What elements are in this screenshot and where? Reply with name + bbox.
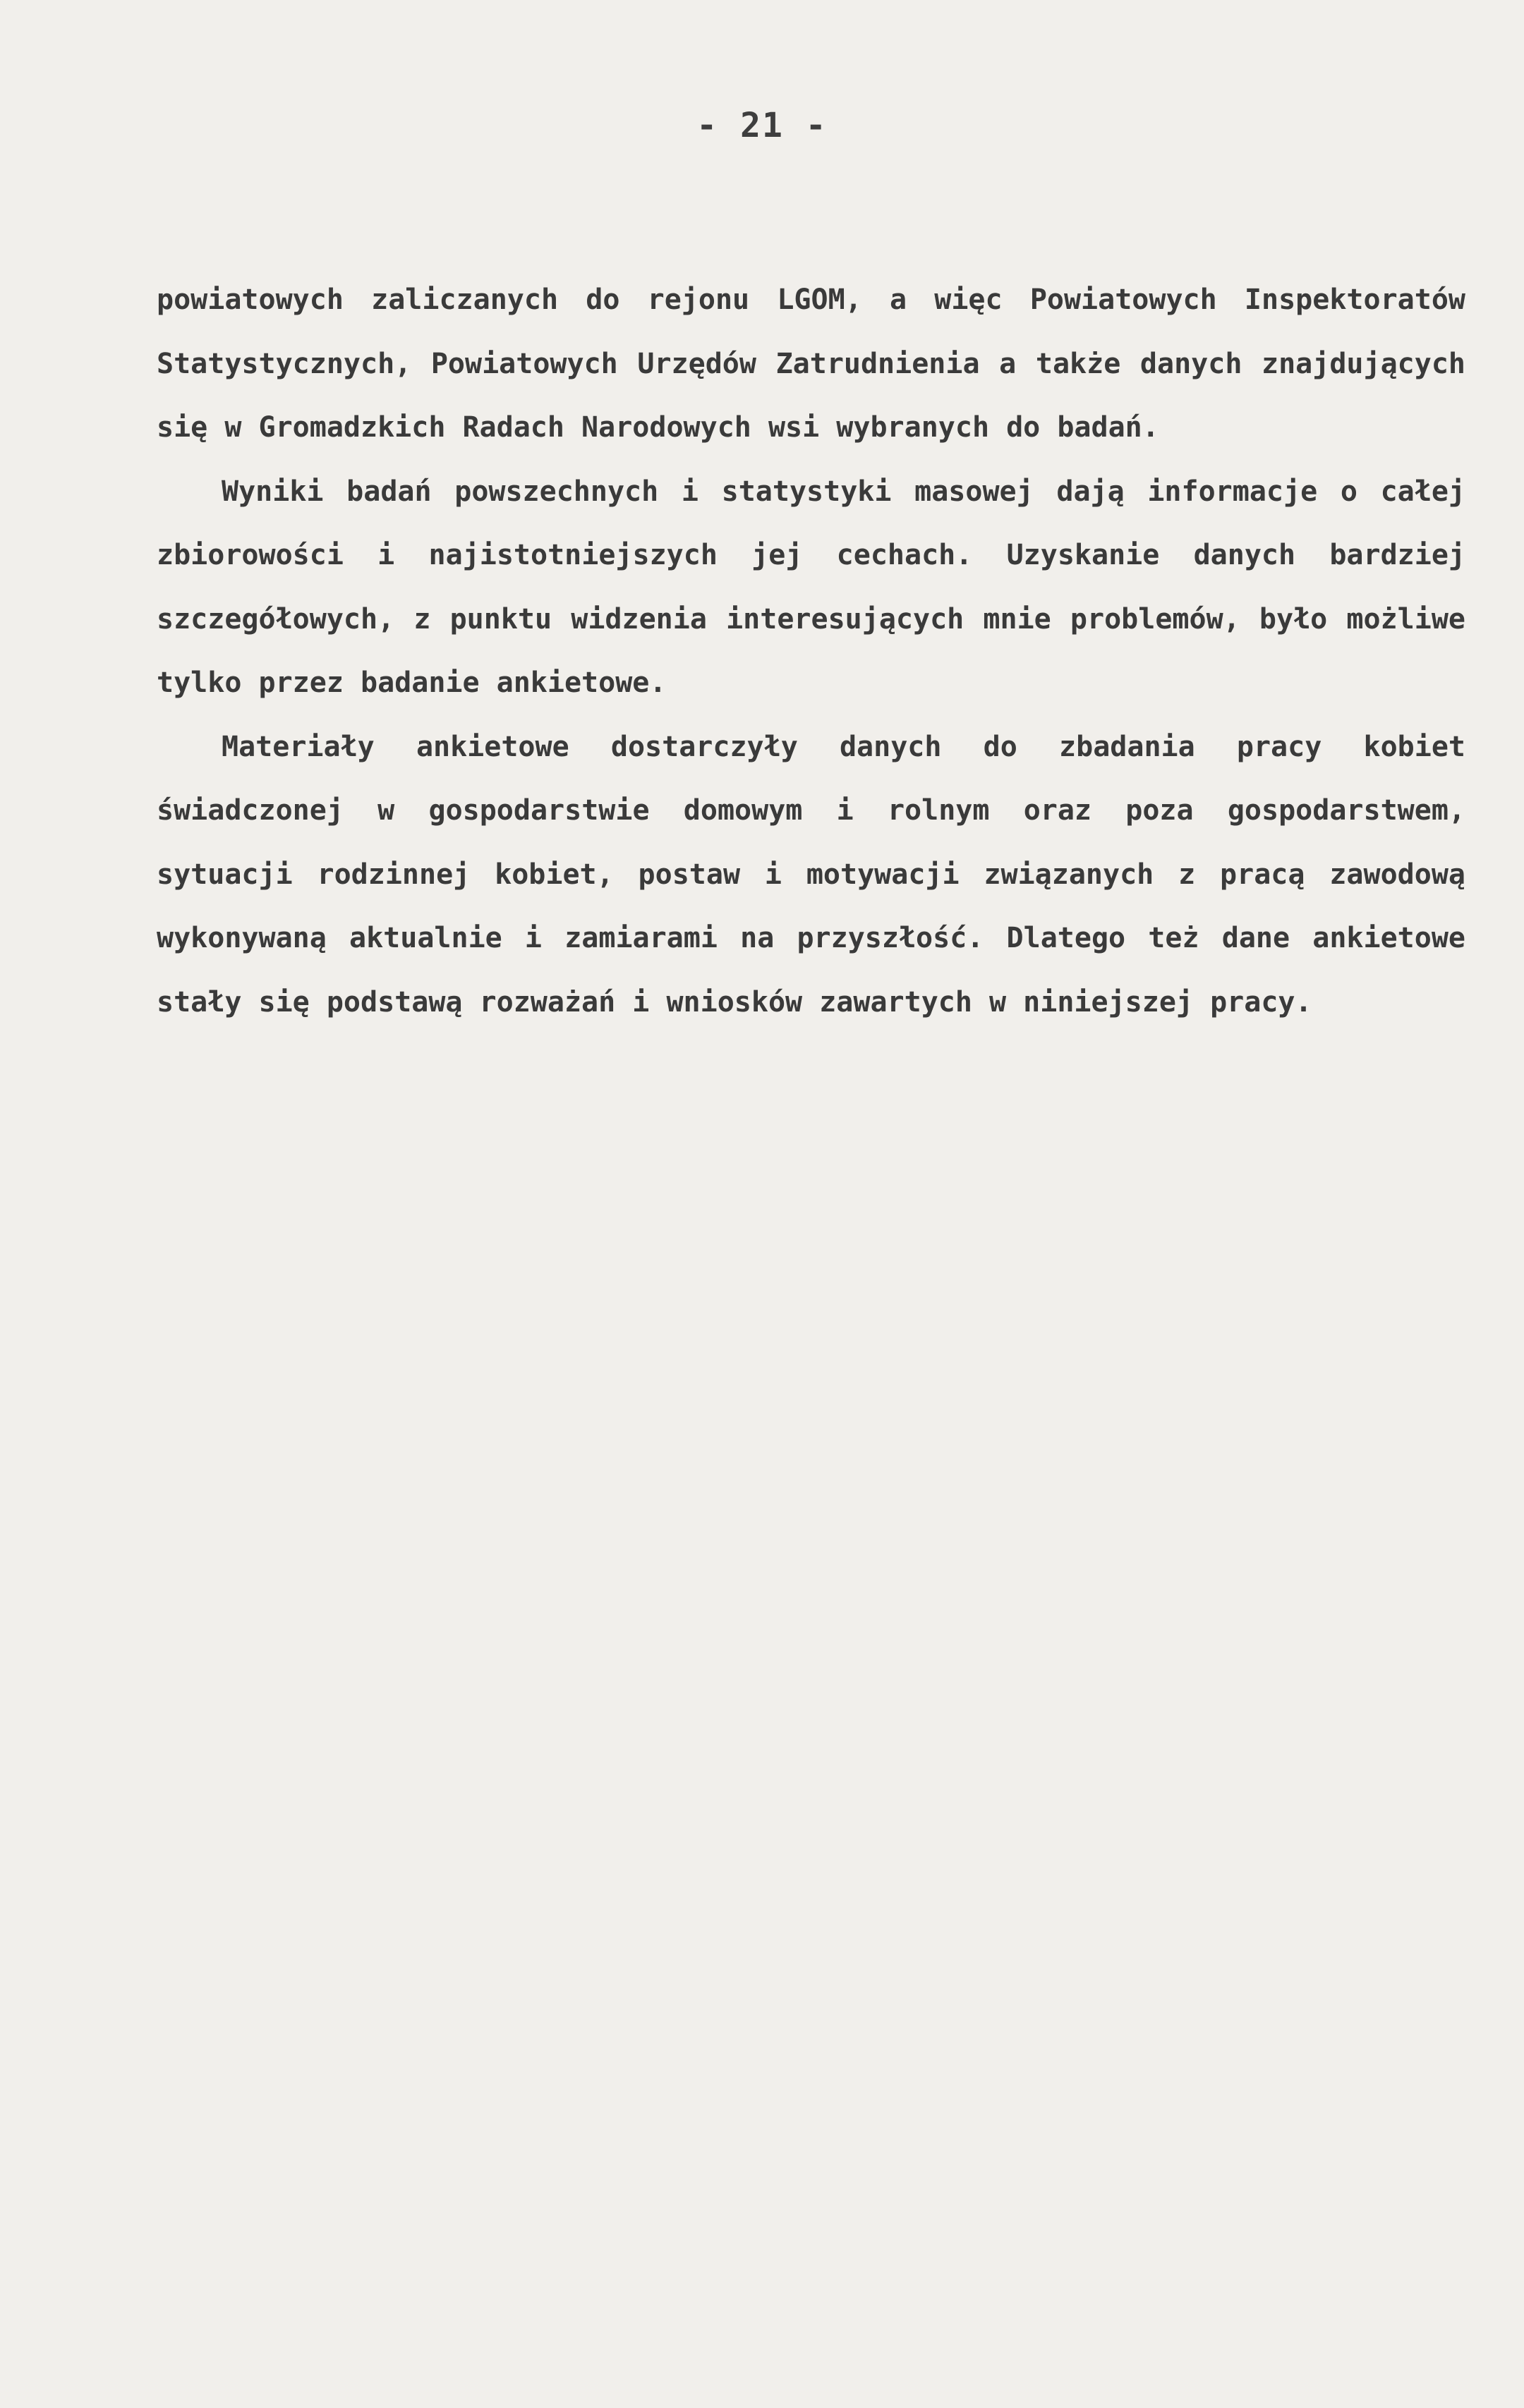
paragraph-survey-materials: Materiały ankietowe dostarczyły danych do zbadania pracy kobiet świadczonej w gospodarstwie domowym i rolnym oraz poza gospodarstwem, sytuacji rodzinnej kobiet, postaw i motywacji związanych z pracą zawodową wykonywaną aktualnie i zamiarami na przyszłość. Dlatego też dane ankietowe stały się podstawą rozważań i wniosków zawartych w niniejszej pracy. <box>157 730 1465 1018</box>
body-text <box>157 268 1465 1034</box>
page-number: - 21 - <box>696 106 828 145</box>
paragraph-statistics: Wyniki badań powszechnych i statystyki masowej dają informacje o całej zbiorowości i najistotniejszych jej cechach. Uzyskanie danych bardziej szczegółowych, z punktu widzenia interesujących mnie problemów, było możliwe tylko przez badanie ankietowe. <box>157 475 1465 699</box>
paragraph-continued: powiatowych zaliczanych do rejonu LGOM, a więc Powiatowych Inspektoratów Statystycznych, Powiatowych Urzędów Zatrudnienia a także danych znajdujących się w Gromadzkich Radach Narodowych wsi wybranych do badań. <box>157 284 1465 444</box>
